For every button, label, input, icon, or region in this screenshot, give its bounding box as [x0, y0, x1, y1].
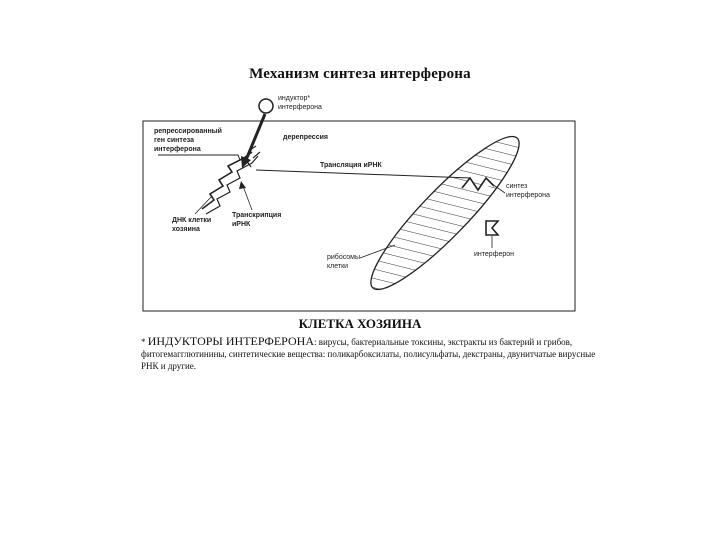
transcription-label: Транскрипция иРНК: [232, 212, 282, 228]
transcription-pointer: [243, 186, 252, 210]
repressed-gene-label: репрессированный ген синтеза интерферона: [154, 128, 222, 153]
translation-line: [256, 170, 470, 178]
footnote-marker: *: [141, 337, 146, 347]
repressed-gene-pointer: [158, 155, 240, 160]
interferon-symbol: [486, 221, 498, 235]
page-title: Механизм синтеза интерферона: [249, 66, 471, 82]
interferon-label: интерферон: [474, 251, 514, 258]
host-cell-label: КЛЕТКА ХОЗЯИНА: [298, 316, 422, 331]
translation-label: Трансляция иРНК: [320, 162, 382, 169]
footnote-text: : вирусы, бактериальные токсины, экстракты из бактерий и грибов, фитогемагглютинины, синтетические вещества: поликарбоксилаты, полисульфаты, декстраны, двунитчатые вирусные РНК и другие.: [141, 337, 596, 371]
synthesis-label: синтез интерферона: [506, 183, 550, 199]
transcription-arrowhead: [239, 181, 246, 189]
derepression-label: дерепрессия: [283, 134, 328, 141]
dna-pointer: [195, 196, 212, 214]
ribosomes-label: рибосомы клетки: [327, 254, 361, 270]
inducer-label: индуктор* интерферона: [278, 95, 322, 111]
footnote: [141, 335, 601, 372]
footnote-heading: ИНДУКТОРЫ ИНТЕРФЕРОНА: [147, 334, 314, 348]
inducer-circle: [259, 99, 273, 113]
ribosome-ellipse: [356, 122, 534, 304]
dna-label: ДНК клетки хозяина: [172, 217, 212, 233]
